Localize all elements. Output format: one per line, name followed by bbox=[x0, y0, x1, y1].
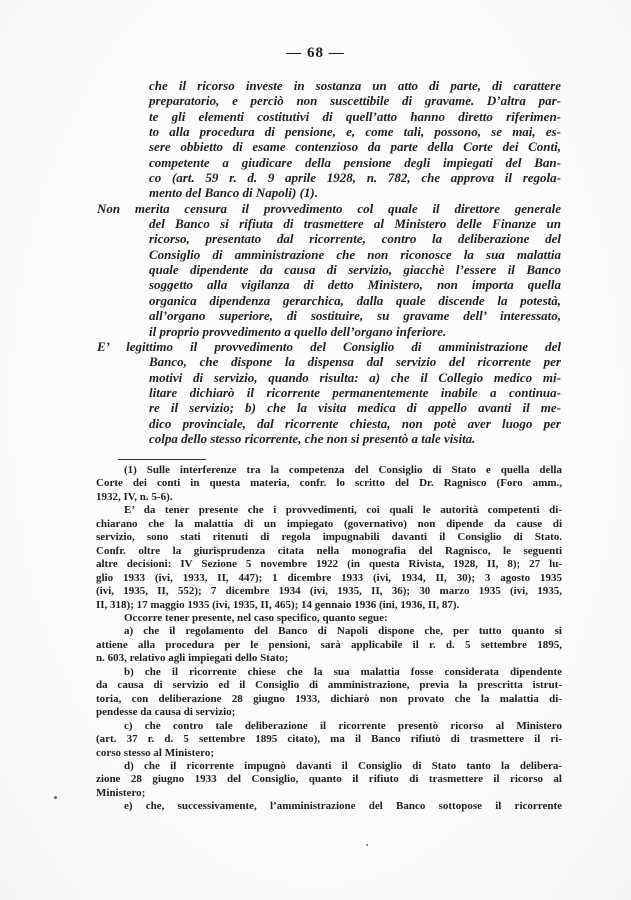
footnote-paragraph-6 bbox=[96, 720, 562, 760]
holding-paragraph-3 bbox=[97, 339, 561, 446]
text-line: motivi di servizio, quando risulta: a) che il Collegio medico mi- bbox=[149, 369, 561, 385]
text-line: 1932, IV, n. 5-6). bbox=[96, 490, 173, 503]
holding-paragraph-2 bbox=[97, 201, 561, 339]
text-line: altre decisioni: IV Sezione 5 novembre 1922 (in questa Rivista, 1928, II, 8); 27 lu- bbox=[96, 558, 562, 571]
text-line: all’organo superiore, di sostituire, su gravame dell’ interessato, bbox=[149, 308, 561, 324]
text-line: Ministero; bbox=[96, 786, 146, 799]
footnote-paragraph-5 bbox=[96, 666, 562, 720]
ink-speck bbox=[366, 844, 368, 846]
text-line: Banco, che dispone la dispensa dal servizio del ricorrente per bbox=[149, 354, 561, 370]
text-line: (1) Sulle interferenze tra la competenza del Consiglio di Stato e quella della bbox=[124, 464, 562, 476]
text-line: a) che il regolamento del Banco di Napoli dispone che, per tutto quanto si bbox=[124, 625, 562, 638]
footnote-paragraph-1 bbox=[96, 464, 562, 504]
holding-paragraph-1 bbox=[97, 78, 561, 201]
text-line: d) che il ricorrente impugnò davanti il Consiglio di Stato tanto la delibera- bbox=[124, 759, 562, 772]
text-line: servizio, sono stati ritenuti di regola impugnabili davanti il Consiglio di Stato. bbox=[96, 531, 562, 544]
text-line: E’ legittimo il provvedimento del Consiglio di amministrazione del bbox=[97, 338, 561, 354]
text-line: Occorre tener presente, nel caso specifico, quanto segue: bbox=[124, 611, 388, 624]
text-line: to alla procedura di pensione, e, come tali, possono, se mai, es- bbox=[149, 124, 561, 140]
footnote-paragraph-8 bbox=[96, 800, 562, 813]
text-line: il proprio provvedimento a quello dell’organo inferiore. bbox=[149, 323, 447, 339]
text-line: chiarano che la malattia di un impiegato (governativo) non dipende da cause di bbox=[96, 517, 562, 530]
text-line: pendesse da causa di servizio; bbox=[96, 706, 236, 719]
text-line: preparatorio, e perciò non suscettibile di gravame. D’altra par- bbox=[149, 93, 561, 109]
text-line: dico provinciale, dal ricorrente chiesta, non potè aver luogo per bbox=[149, 415, 561, 431]
text-line: zione 28 giugno 1933 del Consiglio, quanto il rifiuto di trasmettere il ricorso al bbox=[96, 773, 562, 786]
text-line: litare dichiarò il ricorrente permanentemente inabile a continua- bbox=[149, 384, 561, 400]
text-line: re il servizio; b) che la visita medica di appello avanti il me- bbox=[149, 400, 561, 416]
ink-speck bbox=[54, 796, 57, 799]
text-line: soggetto alla vigilanza di detto Ministero, non importa quella bbox=[149, 277, 561, 293]
text-line: glio 1933 (ivi, 1933, II, 447); 1 dicembre 1933 (ivi, 1934, II, 30); 3 agosto 1935 bbox=[96, 571, 562, 584]
page-number: — 68 — bbox=[286, 45, 345, 61]
text-line: corso stesso al Ministero; bbox=[96, 746, 215, 759]
text-line: attiene alla procedura per le pensioni, sarà applicabile il r. d. 5 settembre 1895, bbox=[96, 638, 562, 651]
text-line: e) che, successivamente, l’amministrazione del Banco sottopose il ricorrente bbox=[124, 800, 562, 813]
text-line: del Banco si rifiuta di trasmettere al Ministero delle Finanze un bbox=[149, 216, 561, 232]
footnote-paragraph-2 bbox=[96, 504, 562, 612]
main-text bbox=[97, 78, 561, 446]
text-line: II, 318); 17 maggio 1935 (ivi, 1935, II, 465); 14 gennaio 1936 (ini, 1936, II, 87). bbox=[96, 598, 460, 611]
text-line: che il ricorso investe in sostanza un atto di parte, di carattere bbox=[149, 78, 561, 93]
text-line: mento del Banco di Napoli) (1). bbox=[149, 185, 318, 201]
text-line: Corte dei conti in questa materia, confr. lo scritto del Dr. Ragnisco (Foro amm., bbox=[96, 477, 562, 490]
text-line: te gli elementi costitutivi di quell’atto hanno diretto riferimen- bbox=[149, 108, 561, 124]
text-line: sere obbietto di esame contenzioso da parte della Corte dei Conti, bbox=[149, 139, 561, 155]
text-line: b) che il ricorrente chiese che la sua malattia fosse considerata dipendente bbox=[124, 665, 562, 678]
text-line: da causa di servizio ed il Consiglio di amministrazione, previa la prescritta istrut- bbox=[96, 679, 562, 692]
text-line: (ivi, 1935, II, 552); 7 dicembre 1934 (ivi, 1935, II, 36); 30 marzo 1935 (ivi, 1935, bbox=[96, 585, 562, 598]
footnote-paragraph-3 bbox=[96, 612, 562, 625]
text-line: E’ da tener presente che i provvedimenti, coi quali le autorità competenti di- bbox=[124, 504, 562, 517]
text-line: ricorso, presentato dal ricorrente, contro la deliberazione del bbox=[149, 231, 561, 247]
text-line: c) che contro tale deliberazione il ricorrente presentò ricorso al Ministero bbox=[124, 719, 562, 732]
text-line: quale dipendente da causa di servizio, giacchè l’essere il Banco bbox=[149, 262, 561, 278]
footnote bbox=[96, 464, 562, 814]
text-line: (art. 37 r. d. 5 settembre 1895 citato), ma il Banco rifiutò di trasmettere il ri- bbox=[96, 733, 562, 746]
text-line: toria, con deliberazione 28 giugno 1933, dichiarò non provato che la malattia di- bbox=[96, 692, 562, 705]
text-line: competente a giudicare della pensione degli impiegati del Ban- bbox=[149, 154, 561, 170]
footnote-paragraph-4 bbox=[96, 625, 562, 665]
footnote-paragraph-7 bbox=[96, 760, 562, 800]
footnote-separator-rule bbox=[118, 459, 206, 460]
text-line: colpa dello stesso ricorrente, che non si presentò a tale visita. bbox=[149, 430, 476, 446]
text-line: Non merita censura il provvedimento col quale il direttore generale bbox=[97, 200, 561, 216]
text-line: organica dipendenza gerarchica, dalla quale discende la potestà, bbox=[149, 292, 561, 308]
text-line: Consiglio di amministrazione che non riconosce la sua malattia bbox=[149, 246, 561, 262]
text-line: co (art. 59 r. d. 9 aprile 1928, n. 782, che approva il regola- bbox=[149, 170, 561, 186]
text-line: n. 603, relativo agli impiegati dello Stato; bbox=[96, 652, 289, 665]
text-line: Confr. oltre la giurisprudenza citata nella monografia del Ragnisco, le seguenti bbox=[96, 544, 562, 557]
